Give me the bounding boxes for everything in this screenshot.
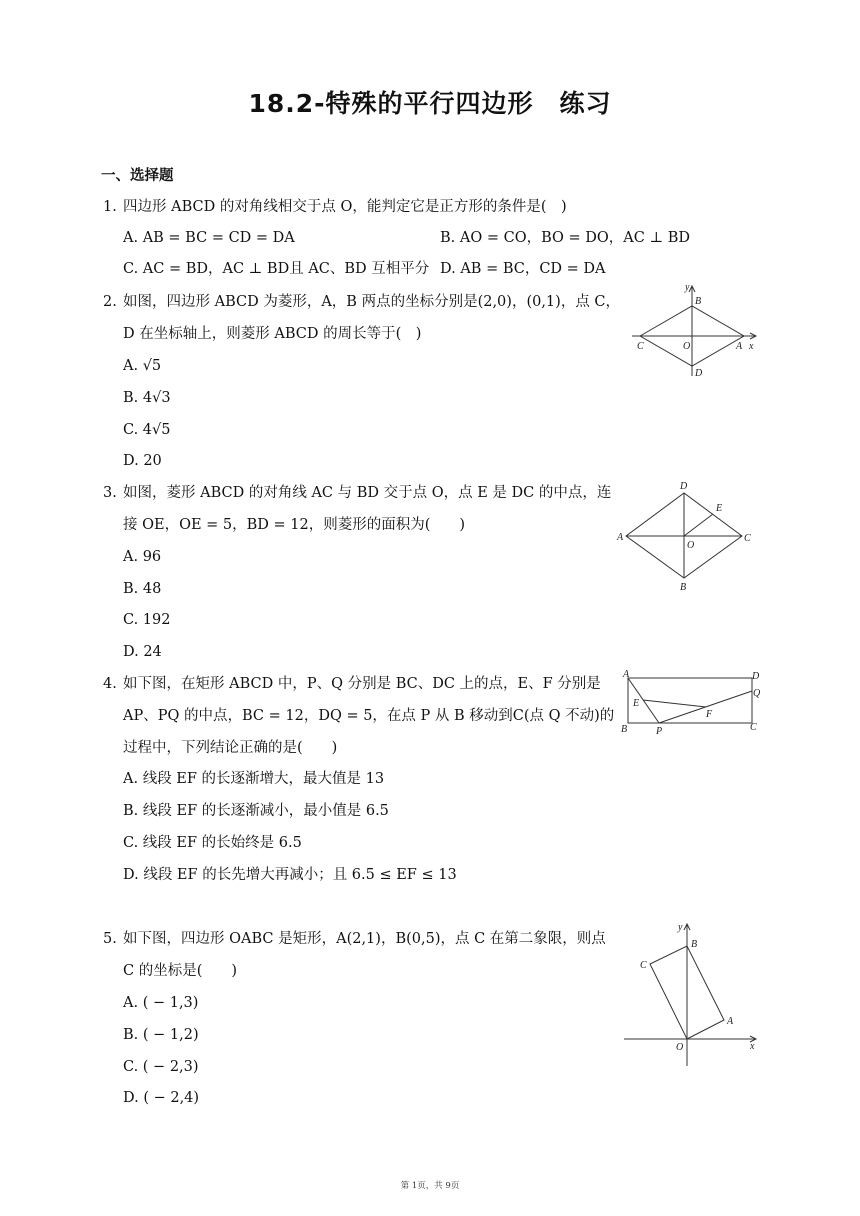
q5-label-x: x	[750, 1041, 755, 1052]
q4-label-c: C	[750, 722, 757, 733]
section-heading: 一、选择题	[101, 168, 174, 184]
q3-number: 3.	[103, 485, 117, 501]
q5-label-c: C	[640, 960, 647, 971]
q5-option-b: B. ( − 1,2)	[123, 1027, 199, 1043]
q5-label-a: A	[727, 1016, 734, 1027]
q2-option-c: C. 4√5	[123, 422, 171, 438]
q4-stem-line1: 如下图，在矩形 ABCD 中，P、Q 分别是 BC、DC 上的点，E、F 分别是	[123, 676, 601, 692]
q4-stem-line2: AP、PQ 的中点，BC = 12，DQ = 5，在点 P 从 B 移动到C(点 Q 不动)的	[123, 708, 615, 724]
q2-number: 2.	[103, 294, 117, 310]
q2-option-a: A. √5	[123, 358, 162, 374]
q4-option-a: A. 线段 EF 的长逐渐增大，最大值是 13	[123, 771, 385, 787]
q4-rectangle-figure	[616, 666, 766, 736]
q1-option-a: A. AB = BC = CD = DA	[123, 230, 295, 246]
q2-label-y: y	[685, 282, 690, 293]
q5-option-a: A. ( − 1,3)	[123, 995, 199, 1011]
q3-option-d: D. 24	[123, 644, 162, 660]
q5-number: 5.	[103, 931, 117, 947]
q3-option-a: A. 96	[123, 549, 162, 565]
q3-label-o: O	[687, 540, 695, 551]
q2-option-b: B. 4√3	[123, 390, 171, 406]
q2-label-b: B	[695, 296, 702, 307]
q3-rhombus-figure	[612, 476, 760, 596]
q5-option-c: C. ( − 2,3)	[123, 1059, 199, 1075]
q2-label-x: x	[749, 341, 754, 352]
page-footer: 第 1页，共 9页	[400, 1181, 460, 1191]
q4-label-f: F	[706, 709, 713, 720]
q3-label-e: E	[716, 503, 723, 514]
q2-label-a: A	[736, 341, 743, 352]
q5-option-d: D. ( − 2,4)	[123, 1090, 200, 1106]
q4-label-q: Q	[753, 688, 761, 699]
q1-option-c: C. AC = BD，AC ⊥ BD且 AC、BD 互相平分	[123, 261, 430, 277]
q3-label-b: B	[680, 582, 687, 593]
q1-option-b: B. AO = CO，BO = DO，AC ⊥ BD	[440, 230, 690, 246]
q3-option-c: C. 192	[123, 612, 171, 628]
q5-label-b: B	[691, 939, 698, 950]
q3-label-c: C	[744, 533, 751, 544]
q1-number: 1.	[103, 199, 117, 215]
q1-stem: 四边形 ABCD 的对角线相交于点 O，能判定它是正方形的条件是( )	[123, 199, 567, 215]
q3-stem-line1: 如图，菱形 ABCD 的对角线 AC 与 BD 交于点 O，点 E 是 DC 的中点，连	[123, 485, 612, 501]
q2-option-d: D. 20	[123, 453, 162, 469]
q3-option-b: B. 48	[123, 581, 162, 597]
q2-stem-line2: D 在坐标轴上，则菱形 ABCD 的周长等于( )	[123, 326, 422, 342]
q4-stem-line3: 过程中，下列结论正确的是( )	[123, 740, 338, 756]
q4-label-d: D	[752, 671, 760, 682]
q2-label-c: C	[637, 341, 644, 352]
q4-label-a: A	[623, 669, 630, 680]
q2-stem-line1: 如图，四边形 ABCD 为菱形，A，B 两点的坐标分别是(2,0)，(0,1)，点 C，	[123, 294, 621, 310]
q2-label-d: D	[695, 368, 703, 379]
q3-stem-line2: 接 OE，OE = 5，BD = 12，则菱形的面积为( )	[123, 517, 466, 533]
q2-label-o: O	[683, 341, 691, 352]
q4-label-e: E	[633, 698, 640, 709]
q5-coordinate-rectangle-figure	[620, 918, 764, 1070]
q4-label-b: B	[621, 724, 628, 735]
q3-label-a: A	[617, 532, 624, 543]
q5-stem-line2: C 的坐标是( )	[123, 963, 238, 979]
q5-stem-line1: 如下图，四边形 OABC 是矩形，A(2,1)，B(0,5)，点 C 在第二象限，则点	[123, 931, 606, 947]
q3-label-d: D	[680, 481, 688, 492]
q5-label-o: O	[676, 1042, 684, 1053]
q5-label-y: y	[678, 922, 683, 933]
q2-rhombus-figure	[628, 280, 762, 380]
q4-option-b: B. 线段 EF 的长逐渐减小，最小值是 6.5	[123, 803, 389, 819]
page-title: 18.2-特殊的平行四边形 练习	[248, 89, 612, 118]
q4-option-d: D. 线段 EF 的长先增大再减小；且 6.5 ≤ EF ≤ 13	[123, 867, 457, 883]
q4-option-c: C. 线段 EF 的长始终是 6.5	[123, 835, 302, 851]
q4-label-p: P	[656, 726, 663, 736]
q4-number: 4.	[103, 676, 117, 692]
q1-option-d: D. AB = BC，CD = DA	[440, 261, 606, 277]
